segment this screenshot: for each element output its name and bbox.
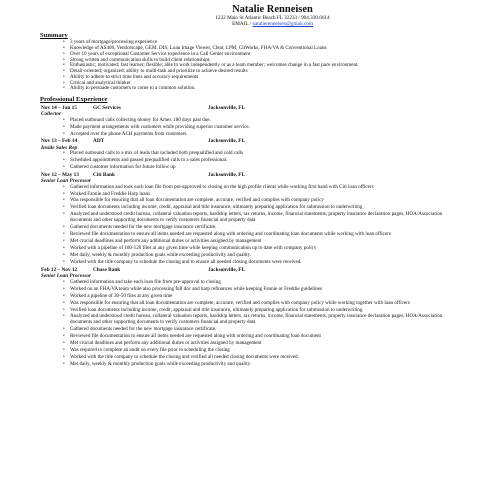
job-location: Jacksonville, FL — [208, 266, 246, 273]
job-duty-item: • Gathered information and take each loan file from pre-approval to closing — [41, 280, 464, 286]
summary-item: • Knowledge of AS400, Vendorscape, GEM, DIS, Loan Image Viewer, Clear, LPM, CitWorks, FHA/VA & Conventional Loans — [41, 46, 464, 52]
job-duty-item: • Worked a pipeline of 30-50 files at any given time — [41, 294, 464, 300]
summary-item: • Detail-oriented; organized; ability to multi-task and prioritize to achieve desired results — [41, 69, 464, 75]
job-duty-item: • Analyzed and understood credit bureau, collateral valuation reports, hardship letters, tax returns, income, financial statements, property insurance declaration pages, HOA/Association documents and other supporting documents to verify customers financial and property data — [41, 212, 464, 224]
job-duty-item: • Placed outbound calls collecting money for Amex 180 days past due. — [41, 118, 464, 124]
job-duty-item: • Met daily, weekly & monthly production goals while exceeding productivity and quality. — [41, 362, 464, 368]
contact-address: 1232 Main St Atlantic Beach FL 32233 / 904.330.6614 — [215, 15, 330, 21]
job-location: Jacksonville, FL — [208, 138, 246, 145]
job-location: Jacksonville, FL — [208, 104, 246, 111]
job-company: ADT — [93, 138, 105, 145]
job-title: Senior Loan Processor — [41, 178, 92, 185]
email-link[interactable]: natalierenneisen@gmail.com — [252, 21, 313, 28]
summary-item: • Enthusiastic; motivated; fast learner; flexible; able to work independently or as a team member; welcomes change in a fast pace environment. — [41, 63, 464, 69]
job-duty-item: • Was required to complete an audit on every file prior to scheduling the closing — [41, 348, 464, 354]
job-duty-item: • Gathered information and took each loan file from pre-approved to closing on the high profile clients while working first hand with Citi loan officers — [41, 185, 464, 191]
job-duty-item: • Made payment arrangements with customers while providing superior customer service. — [41, 125, 464, 131]
job-duty-item: • Worked on an FHA/VA team while also processing full doc and harp refinances while keeping Fannie or Freddie guidelines — [41, 287, 464, 293]
job-duty-item: • Met crucial deadlines and perform any additional duties or activities assigned by management — [41, 239, 464, 245]
job-duties-list — [41, 185, 464, 266]
job-duty-item: • Reviewed file documentation to ensure all items needed are requested along with ordering and coordinating loan document — [41, 334, 464, 340]
job-entry — [41, 138, 464, 171]
job-duty-item: • Was responsible for ensuring that all loan documentation are complete, accurate, verified and complies with company policy while working together with loan officers — [41, 301, 464, 307]
job-duty-item: • Gathered customer information for future follow up — [41, 165, 464, 171]
job-title: Inside Sales Rep — [41, 144, 78, 151]
summary-item: • Critical and analytical thinker — [41, 81, 464, 87]
job-duties-list — [41, 151, 464, 171]
job-title: Collector — [41, 111, 62, 118]
summary-item: • Ability to persuade customers to come to a common solution. — [41, 86, 464, 92]
job-title: Senior Loan Processor — [41, 273, 92, 280]
summary-item: • Ability to adhere to strict time lines and accuracy requirements — [41, 75, 464, 81]
job-duty-item: • Met daily, weekly & monthly production goals while exceeding productivity and quality. — [41, 253, 464, 259]
job-duties-list — [41, 280, 464, 368]
email-label: EMAIL / — [232, 21, 252, 28]
job-duty-item: • Verified loan documents including income, credit, appraisal and title insurance, ultimately preparing application for submission to underwriting — [41, 308, 464, 314]
job-duty-item: • Gathered documents needed for the new mortgage insurance certificate. — [41, 327, 464, 333]
job-duty-item: • Verified loan documents including income, credit, appraisal and title insurance, ultimately preparing application for submission to underwriting — [41, 205, 464, 211]
resume-header — [81, 4, 464, 27]
summary-heading: Summary — [40, 32, 68, 40]
job-location: Jacksonville, FL — [208, 171, 246, 178]
summary-item: • Over 10 years of exceptional Customer Service experience in a Call Center environment — [41, 52, 464, 58]
job-duty-item: • Placed outbound calls to a mix of leads that included both prequalified and cold calls — [41, 151, 464, 157]
job-duty-item: • Worked with the title company to schedule the closing and verified all needed closing documents were received. — [41, 355, 464, 361]
job-company: GC Services — [93, 104, 121, 111]
experience-heading: Professional Experience — [40, 96, 108, 104]
job-duty-item: • Gathered documents needed for the new mortgage insurance certificate. — [41, 225, 464, 231]
job-duty-item: • Reviewed file documentation to ensure all items needed are requested along with ordering and coordinating loan documents while working with loan officers — [41, 232, 464, 238]
job-dates: Nov 14 – Jan 15 — [41, 104, 77, 111]
job-dates: Feb 12 – Nov 12 — [41, 266, 78, 273]
contact-email-line — [81, 21, 464, 27]
job-duty-item: • Scheduled appointments and passed prequalified calls to a sales professional. — [41, 158, 464, 164]
experience-list — [41, 105, 464, 368]
job-duty-item: • Met crucial deadlines and perform any additional duties or activities assigned by management — [41, 341, 464, 347]
job-duty-item: • Worked with a pipeline of 100-120 files at any given time while keeping communication up to date with company policy — [41, 246, 464, 252]
job-duty-item: • Worked with the title company to schedule the closing and to ensure all needed closing documents were received. — [41, 260, 464, 266]
job-company: Citi Bank — [93, 171, 115, 178]
job-entry — [41, 172, 464, 266]
job-duty-item: • Accepted over the phone ACH payments from customers. — [41, 132, 464, 138]
candidate-name: Natalie Renneisen — [232, 4, 313, 15]
job-dates: Nov 13 – Feb 14 — [41, 138, 78, 145]
summary-item: • 3 years of mortgage/processing experience — [41, 40, 464, 46]
summary-item: • Strong written and communication skills to build client relationships — [41, 58, 464, 64]
job-duty-item: • Worked Fannie and Freddie Harp loans — [41, 192, 464, 198]
summary-list — [41, 40, 464, 92]
job-duty-item: • Analyzed and understood credit bureau, collateral valuation reports, hardship letters, tax returns, income, financial statements, property insurance declaration pages, HOA/Association documents and other supporting documents to verify customers financial and property data — [41, 314, 464, 326]
job-duties-list — [41, 118, 464, 138]
job-entry — [41, 267, 464, 368]
job-duty-item: • Was responsible for ensuring that all loan documentation are complete, accurate, verified and complies with company policy — [41, 198, 464, 204]
job-company: Chase Bank — [93, 266, 121, 273]
job-entry — [41, 105, 464, 138]
job-dates: Nov 12 – May 13 — [41, 171, 79, 178]
